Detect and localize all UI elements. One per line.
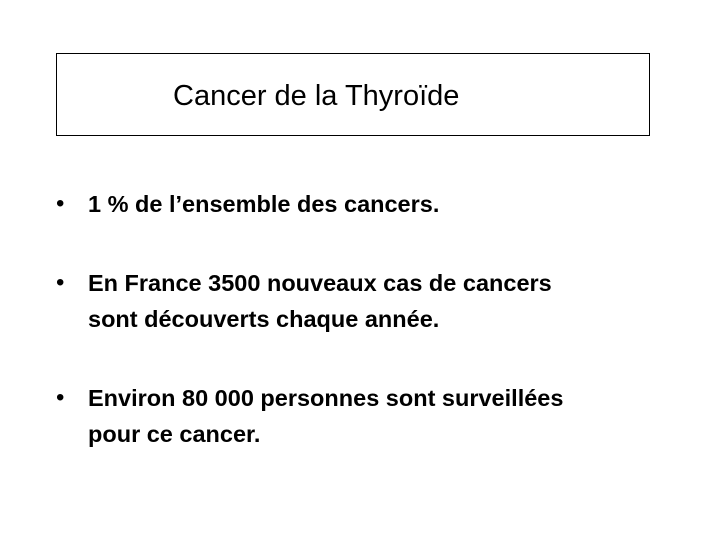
bullet-line: En France 3500 nouveaux cas de cancers — [88, 270, 552, 296]
bullet-line: sont découverts chaque année. — [88, 306, 440, 332]
slide-title: Cancer de la Thyroïde — [173, 80, 460, 112]
bullet-dot-icon: • — [56, 269, 65, 296]
bullet-line: Environ 80 000 personnes sont surveillées — [88, 385, 564, 411]
bullet-dot-icon: • — [56, 384, 65, 411]
bullet-line: 1 % de l’ensemble des cancers. — [88, 191, 440, 217]
bullet-text — [88, 265, 688, 337]
bullet-line: pour ce cancer. — [88, 421, 261, 447]
bullet-dot-icon: • — [56, 190, 65, 217]
title-box — [56, 53, 650, 136]
bullet-text — [88, 186, 688, 222]
bullet-text — [88, 380, 688, 452]
